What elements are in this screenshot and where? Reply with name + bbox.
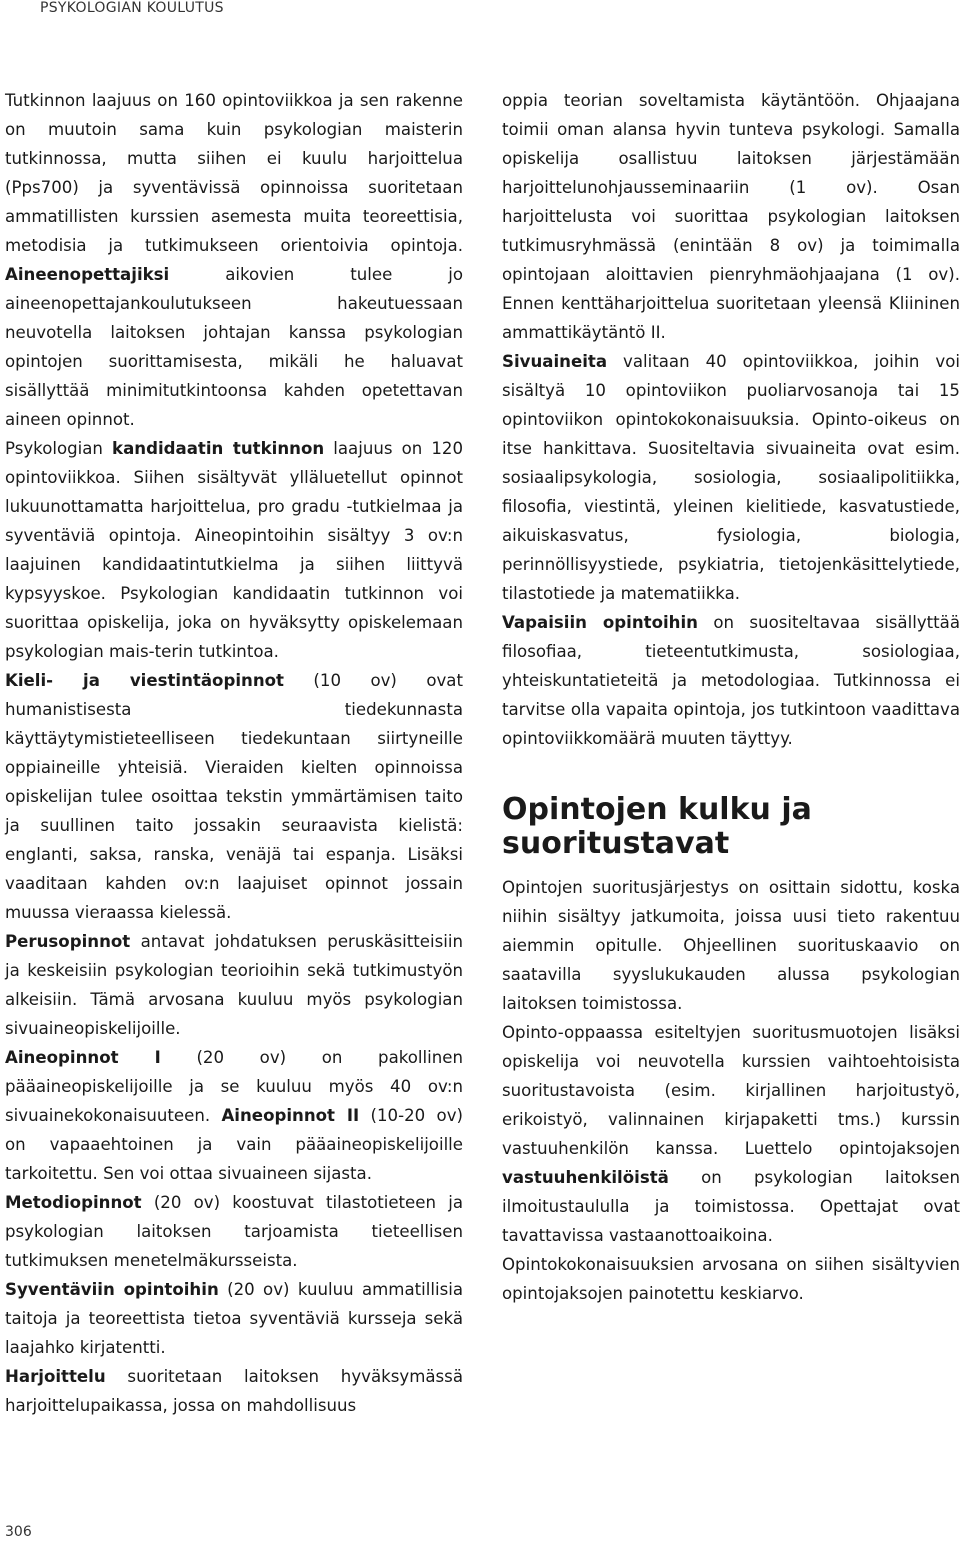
running-head: PSYKOLOGIAN KOULUTUS (40, 0, 224, 16)
page-number: 306 (5, 1524, 32, 1540)
bold-term: Harjoittelu (5, 1367, 106, 1386)
paragraph (502, 86, 960, 347)
text-run: laajuus on 120 opintoviikkoa. Siihen sisältyvät ylläluetellut opinnot lukuunottamatta harjoittelua, pro gradu -tutkielmaa ja syventäviä opintoja. Aineopintoihin sisältyy 3 ov:n laajuinen kandidaatintutkielma ja siihen liittyvä kypsyyskoe. Psykologian kandidaatin tutkinnon voi suorittaa opiskelija, joka on hyväksytty opiskelemaan psykologian mais-terin tutkintoa. (5, 439, 464, 661)
bold-term: Kieli- ja viestintäopinnot (5, 671, 284, 690)
text-run: (20 ov) kuuluu ammatillisia taitoja ja teoreettista tietoa syventäviä kursseja sekä laajahko kirjatentti. (5, 1280, 464, 1357)
text-run: (10-20 ov) on vapaaehtoinen ja vain pääaineopiskelijoille tarkoitettu. Sen voi ottaa sivuaineen sijasta. (5, 1106, 463, 1183)
text-run: aikovien tulee jo aineenopettajankoulutukseen hakeutuessaan neuvotella laitoksen johtajan kanssa psykologian opintojen suorittamisesta, mikäli he haluavat sisällyttää minimitutkintoonsa kahden opetettavan aineen opinnot. (5, 265, 463, 429)
bold-term: vastuuhenkilöistä (502, 1168, 669, 1187)
left-column (5, 86, 463, 1420)
paragraph (5, 1362, 463, 1420)
paragraph (5, 1043, 463, 1188)
right-column-bottom (502, 873, 960, 1308)
bold-term: Aineopinnot II (221, 1106, 360, 1125)
text-run: on suositeltavaa sisällyttää filosofiaa, tieteentutkimusta, sosiologiaa, yhteiskuntatieteitä ja metodologiaa. Tutkinnossa ei tarvitse olla vapaita opintoja, jos tutkintoon vaadittava opintoviikkomäärä muuten täyttyy. (502, 613, 960, 748)
paragraph (502, 1250, 960, 1308)
paragraph (5, 927, 463, 1043)
text-run: valitaan 40 opintoviikkoa, joihin voi sisältyä 10 opintoviikon puoliarvosanoja tai 15 opintoviikon opintokokonaisuuksia. Opinto-oikeus on itse hankittava. Suositeltavia sivuaineita ovat esim. sosiaalipsykologia, sosiologia, sosiaalipolitiikka, filosofia, viestintä, yleinen kielitiede, kasvatustiede, aikuiskasvatus, fysiologia, biologia, perinnöllisyystiede, psykiatria, tietojenkäsittelytiede, tilastotiede ja matematiikka. (502, 352, 960, 603)
bold-term: Aineopinnot I (5, 1048, 161, 1067)
text-run: Tutkinnon laajuus on 160 opintoviikkoa ja sen rakenne on muutoin sama kuin psykologian maisterin tutkinnossa, mutta siihen ei kuulu harjoittelua (Pps700) ja syventävissä opinnoissa suoritetaan ammatillisten kurssien asemesta muita teoreettisia, metodisia ja tutkimukseen orientoivia opintoja. (5, 91, 463, 255)
text-run: (20 ov) koostuvat tilastotieteen ja psykologian laitoksen tarjoamista tieteellisen tutkimuksen menetelmäkursseista. (5, 1193, 463, 1270)
section-heading: Opintojen kulku ja suoritustavat (502, 792, 812, 861)
text-run: (10 ov) ovat humanistisesta tiedekunnasta käyttäytymistieteelliseen tiedekuntaan siirtyneille oppiaineille yhteisiä. Vieraiden kielten opinnoissa opiskelijan tulee osoittaa tekstin ymmärtämisen taito ja suullinen taito jossakin seuraavista kielistä: englanti, saksa, ranska, venäjä tai espanja. Lisäksi vaaditaan kahden ov:n laajuiset opinnot jossain muussa vieraassa kielessä. (5, 671, 463, 922)
paragraph (502, 873, 960, 1018)
paragraph (502, 347, 960, 608)
right-column (502, 86, 960, 1308)
paragraph (5, 86, 463, 434)
text-run: Opintokokonaisuuksien arvosana on siihen sisältyvien opintojaksojen painotettu keskiarvo. (502, 1255, 960, 1303)
text-run: oppia teorian soveltamista käytäntöön. Ohjaajana toimii oman alansa hyvin tunteva psykologi. Samalla opiskelija osallistuu laitoksen järjestämään harjoittelunohjausseminaariin (1 ov). Osan harjoittelusta voi suorittaa psykologian laitoksen tutkimusryhmässä (enintään 8 ov) ja toimimalla opintojaan aloittavien pienryhmäohjaajana (1 ov). Ennen kenttäharjoittelua suoritetaan yleensä Kliininen ammattikäytäntö II. (502, 91, 960, 342)
text-run: suoritetaan laitoksen hyväksymässä harjoittelupaikassa, jossa on mahdollisuus (5, 1367, 463, 1415)
bold-term: Perusopinnot (5, 932, 131, 951)
text-run: Psykologian (5, 439, 113, 458)
paragraph (5, 434, 463, 666)
text-run: on psykologian laitoksen ilmoitustaululla ja toimistossa. Opettajat ovat tavattavissa vastaanottoaikoina. (502, 1168, 960, 1245)
bold-term: kandidaatin tutkinnon (112, 439, 325, 458)
paragraph (502, 1018, 960, 1250)
bold-term: Sivuaineita (502, 352, 608, 371)
text-run: (20 ov) on pakollinen pääaineopiskelijoille ja se kuuluu myös 40 ov:n sivuainekokonaisuuteen. (5, 1048, 463, 1125)
paragraph (502, 608, 960, 753)
paragraph (5, 1188, 463, 1275)
text-run: antavat johdatuksen peruskäsitteisiin ja keskeisiin psykologian teorioihin sekä tutkimustyön alkeisiin. Tämä arvosana kuuluu myös psykologian sivuaineopiskelijoille. (5, 932, 463, 1038)
text-run: Opinto-oppaassa esiteltyjen suoritusmuotojen lisäksi opiskelija voi neuvotella kurssien vaihtoehtoisista suoritustavoista (esim. kirjallinen harjoitustyö, erikoistyö, valinnainen kirjapaketti tms.) kurssin vastuuhenkilön kanssa. Luettelo opintojaksojen (502, 1023, 960, 1158)
bold-term: Metodiopinnot (5, 1193, 142, 1212)
text-run: Opintojen suoritusjärjestys on osittain sidottu, koska niihin sisältyy jatkumoita, joissa uusi tieto rakentuu aiemmin opitulle. Ohjeellinen suorituskaavio on saatavilla syyslukukauden alussa psykologian laitoksen toimistossa. (502, 878, 960, 1013)
bold-term: Vapaisiin opintoihin (502, 613, 698, 632)
paragraph (5, 666, 463, 927)
bold-term: Aineenopettajiksi (5, 265, 170, 284)
right-column-top (502, 86, 960, 753)
bold-term: Syventäviin opintoihin (5, 1280, 219, 1299)
paragraph (5, 1275, 463, 1362)
